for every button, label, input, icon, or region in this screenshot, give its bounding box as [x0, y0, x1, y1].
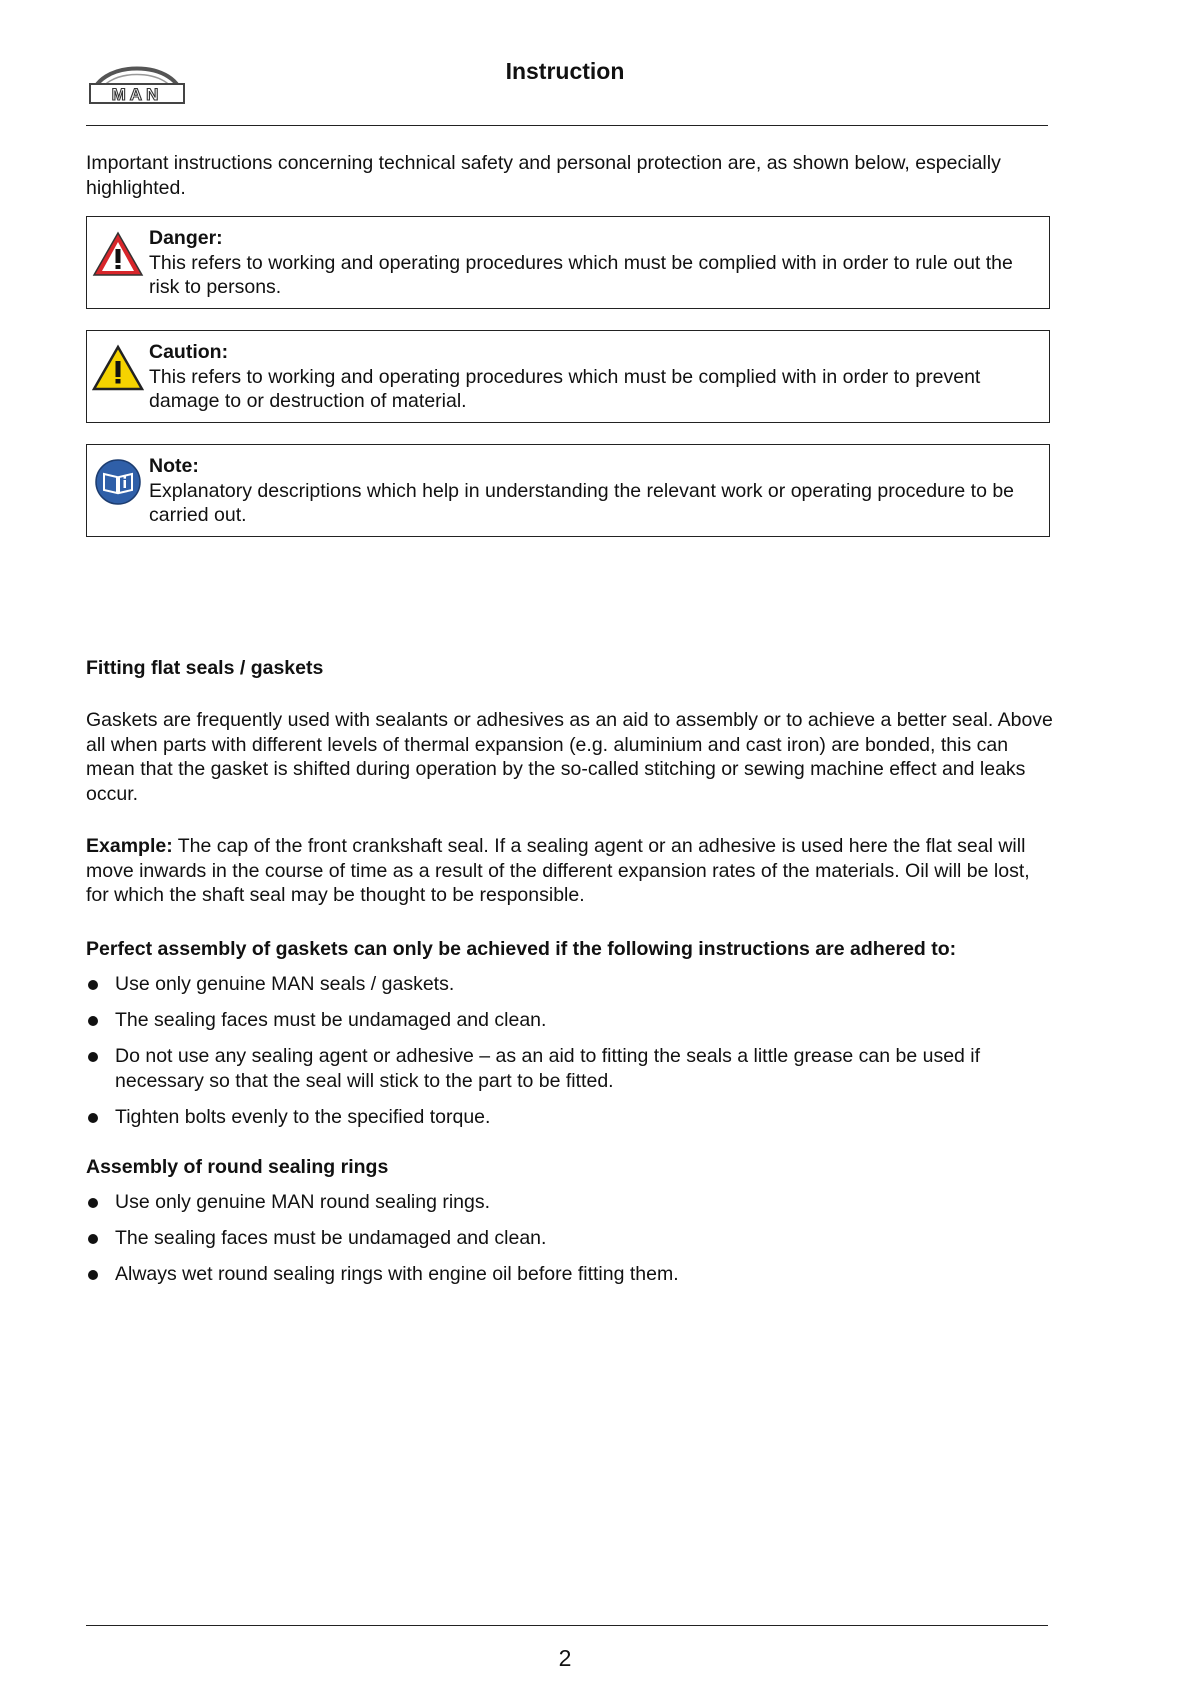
footer-divider	[86, 1625, 1048, 1626]
example-label: Example:	[86, 835, 173, 857]
svg-text:MAN: MAN	[111, 85, 163, 104]
flat-seals-paragraph: Gaskets are frequently used with sealants or adhesives as an aid to assembly or to achieve a better seal. Above all when parts with different levels of thermal expansion (e.g. aluminium and cast iron) are bonded, this can mean that the gasket is shifted during operation by the so-called stitching or sewing machine effect and leaks occur.	[86, 709, 1053, 805]
list-item	[86, 1226, 1056, 1251]
list-item	[86, 1008, 1056, 1033]
list-item	[86, 1105, 1056, 1130]
bullet-icon	[88, 1052, 98, 1062]
round-rings-heading: Assembly of round sealing rings	[86, 1156, 389, 1178]
bullet-icon	[88, 1234, 98, 1244]
list-item-text: Do not use any sealing agent or adhesive – as an aid to fitting the seals a little grease can be used if necessary so that the seal will stick to the part to be fitted.	[115, 1045, 981, 1092]
danger-warning-triangle-icon	[92, 230, 144, 278]
danger-label: Danger:	[149, 227, 223, 249]
caution-notice-content	[149, 340, 1029, 414]
bullet-icon	[88, 1198, 98, 1208]
gasket-instructions-heading: Perfect assembly of gaskets can only be achieved if the following instructions are adhered to:	[86, 938, 957, 960]
danger-notice-content	[149, 226, 1029, 300]
danger-text: This refers to working and operating procedures which must be complied with in order to rule out the risk to persons.	[149, 251, 1013, 298]
bullet-icon	[88, 980, 98, 990]
page-title: Instruction	[505, 58, 625, 84]
caution-warning-triangle-icon	[92, 344, 144, 392]
flat-seals-heading: Fitting flat seals / gaskets	[86, 657, 324, 679]
note-notice-box	[86, 444, 1050, 537]
note-book-info-icon	[92, 458, 144, 506]
gasket-instructions-list	[86, 972, 1056, 1141]
caution-text: This refers to working and operating procedures which must be complied with in order to prevent damage to or destruction of material.	[149, 365, 981, 412]
note-notice-content	[149, 454, 1029, 528]
bullet-icon	[88, 1270, 98, 1280]
round-rings-list	[86, 1190, 1056, 1298]
list-item-text: The sealing faces must be undamaged and clean.	[115, 1227, 547, 1249]
bullet-icon	[88, 1016, 98, 1026]
bullet-icon	[88, 1113, 98, 1123]
list-item	[86, 1044, 1056, 1093]
header-divider	[86, 125, 1048, 126]
list-item-text: The sealing faces must be undamaged and clean.	[115, 1009, 547, 1031]
example-text: The cap of the front crankshaft seal. If a sealing agent or an adhesive is used here the flat seal will move inwards in the course of time as a result of the different expansion rates of the materials. Oil will be lost, for which the shaft seal may be thought to be responsible.	[86, 835, 1030, 906]
danger-notice-box	[86, 216, 1050, 309]
caution-notice-box	[86, 330, 1050, 423]
list-item	[86, 1190, 1056, 1215]
list-item-text: Use only genuine MAN round sealing rings.	[115, 1191, 491, 1213]
list-item-text: Tighten bolts evenly to the specified torque.	[115, 1105, 491, 1128]
note-text: Explanatory descriptions which help in understanding the relevant work or operating procedure to be carried out.	[149, 479, 1015, 526]
list-item-text: Always wet round sealing rings with engine oil before fitting them.	[115, 1263, 679, 1285]
intro-paragraph: Important instructions concerning technical safety and personal protection are, as shown below, especially highlighted.	[86, 152, 1001, 199]
caution-label: Caution:	[149, 341, 229, 363]
list-item	[86, 1262, 1056, 1287]
page-number: 2	[558, 1645, 572, 1671]
example-paragraph	[86, 834, 1056, 908]
note-label: Note:	[149, 455, 199, 477]
list-item	[86, 972, 1056, 997]
list-item-text: Use only genuine MAN seals / gaskets.	[115, 973, 455, 995]
